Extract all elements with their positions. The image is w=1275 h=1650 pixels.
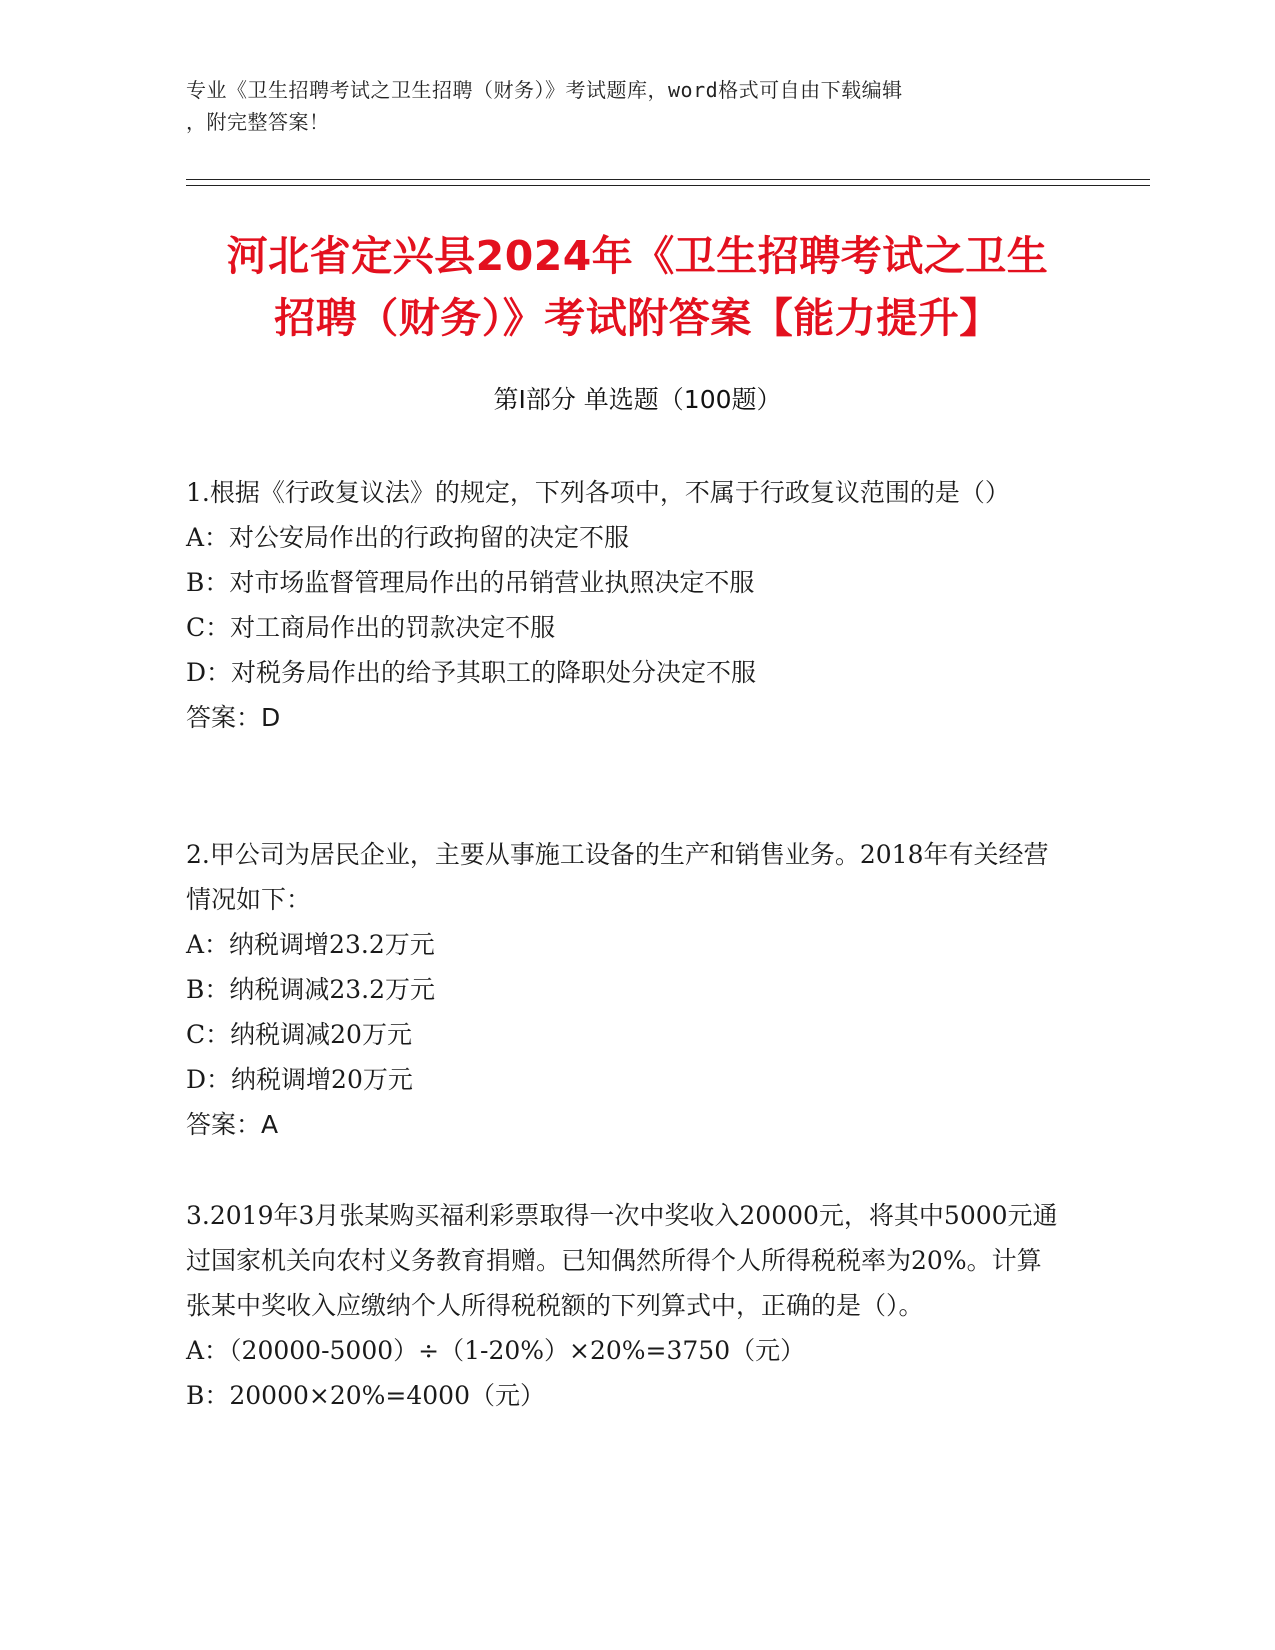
question-2 [186,832,1066,1147]
question-stem: 2.甲公司为居民企业，主要从事施工设备的生产和销售业务。2018年有关经营情况如下： [186,840,1049,914]
question-3 [186,1193,1066,1418]
question-1 [186,470,1066,740]
answer-line: 答案：D [186,703,281,732]
option-b: B：纳税调减23.2万元 [186,975,436,1004]
header-note [186,74,1066,138]
header-divider-top [186,179,1150,180]
option-d: D：纳税调增20万元 [186,1065,413,1094]
header-divider-bottom [186,185,1150,186]
document-title-line-1: 河北省定兴县2024年《卫生招聘考试之卫生 [226,232,1049,280]
option-c: C：对工商局作出的罚款决定不服 [186,613,556,642]
option-b: B：对市场监督管理局作出的吊销营业执照决定不服 [186,568,755,597]
option-a: A：对公安局作出的行政拘留的决定不服 [186,523,630,552]
option-a: A：（20000-5000）÷（1-20%）×20%=3750（元） [186,1336,806,1365]
answer-line: 答案：A [186,1110,279,1139]
option-a: A：纳税调增23.2万元 [186,930,435,959]
header-note-line-1: 专业《卫生招聘考试之卫生招聘（财务）》考试题库，word格式可自由下载编辑 [186,78,903,102]
option-b: B：20000×20%=4000（元） [186,1381,545,1410]
question-stem: 3.2019年3月张某购买福利彩票取得一次中奖收入20000元，将其中5000元通过国家机关向农村义务教育捐赠。已知偶然所得个人所得税税率为20%。计算张某中奖收入应缴纳个人所得税税额的下列算式中，正确的是（）。 [186,1201,1058,1320]
header-note-line-2: ，附完整答案！ [186,110,330,134]
section-heading: 第Ⅰ部分 单选题（100题） [493,385,782,414]
document-title [160,225,1115,349]
document-title-line-2: 招聘（财务）》考试附答案【能力提升】 [274,294,1001,342]
option-c: C：纳税调减20万元 [186,1020,412,1049]
question-stem: 1.根据《行政复议法》的规定，下列各项中，不属于行政复议范围的是（） [186,478,1010,507]
option-d: D：对税务局作出的给予其职工的降职处分决定不服 [186,658,757,687]
